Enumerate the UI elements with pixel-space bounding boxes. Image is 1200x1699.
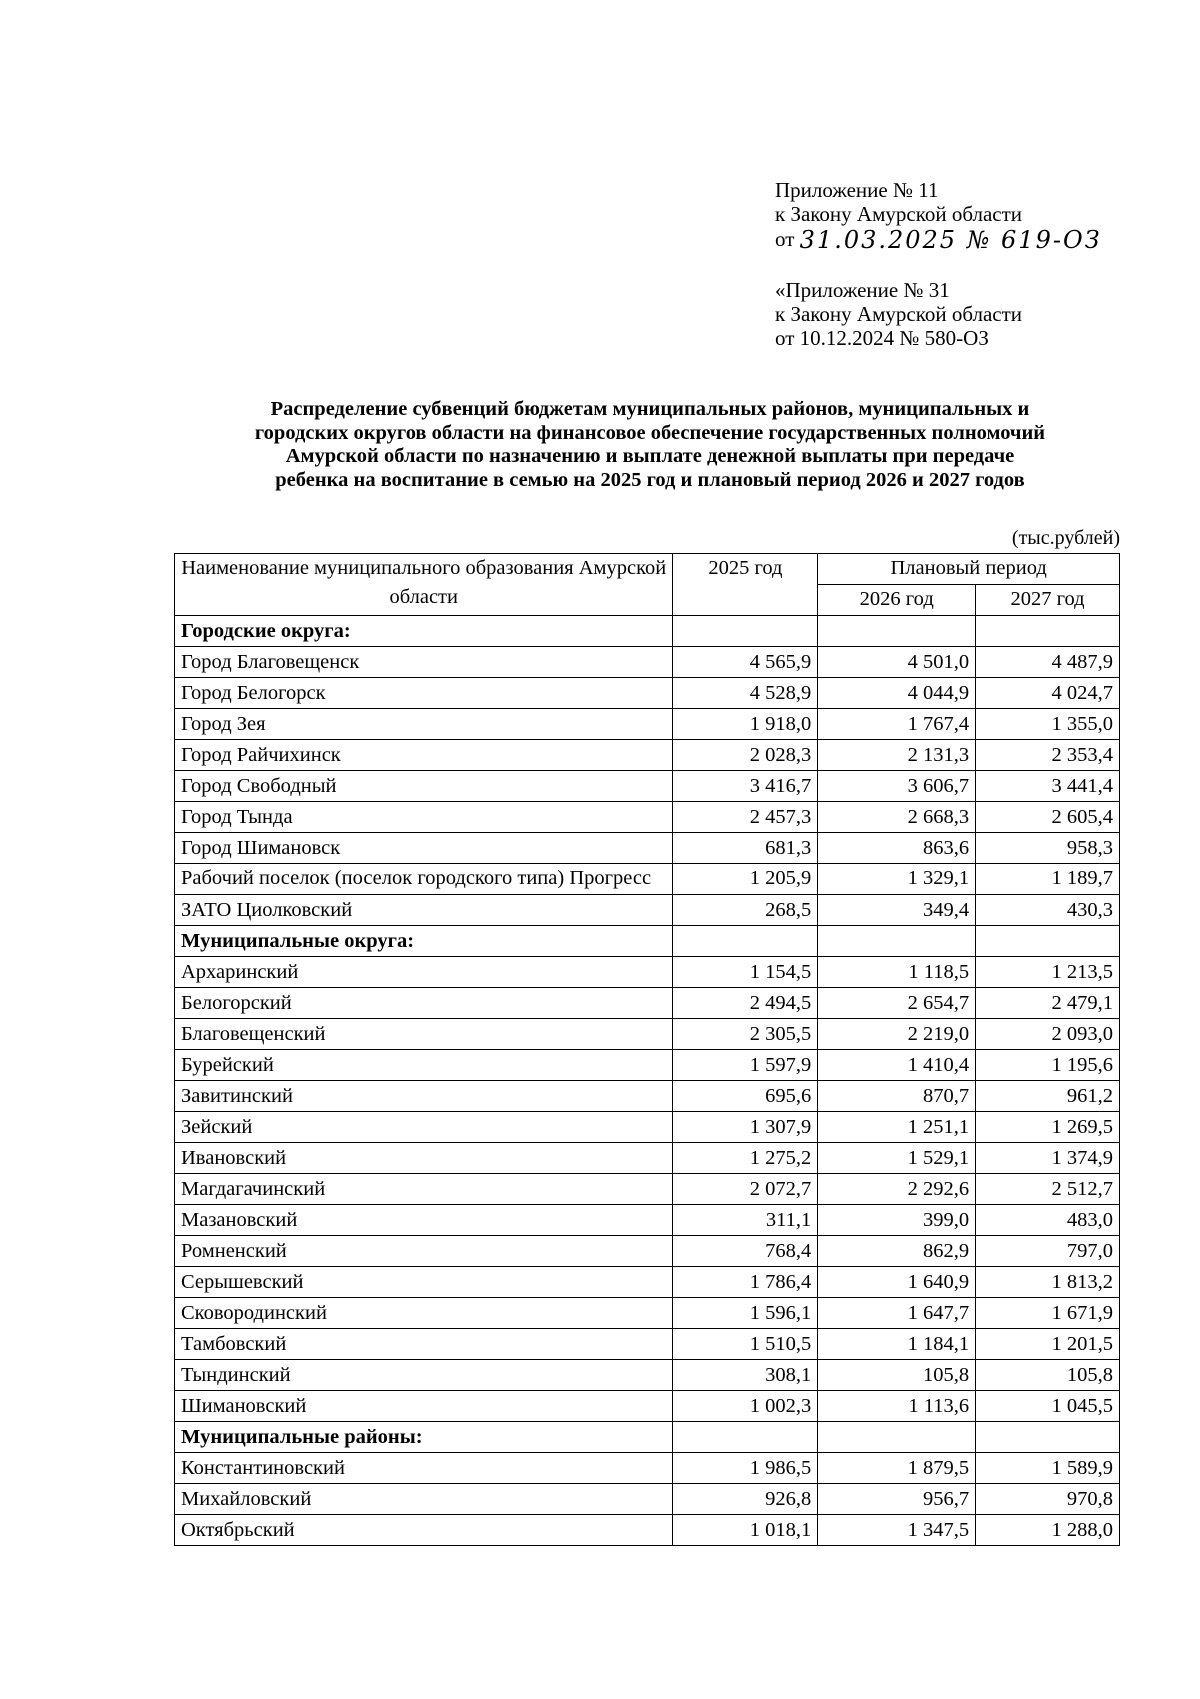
title-line: ребенка на воспитание в семью на 2025 год и плановый период 2026 и 2027 годов — [275, 468, 1025, 491]
value-2025: 1 154,5 — [673, 957, 818, 988]
value-2026: 105,8 — [818, 1360, 976, 1391]
value-2026: 1 529,1 — [818, 1143, 976, 1174]
value-2025: 311,1 — [673, 1205, 818, 1236]
table-row — [175, 1019, 1120, 1050]
value-2026: 1 113,6 — [818, 1391, 976, 1422]
municipality-name: Серышевский — [175, 1267, 673, 1298]
value-2025: 2 494,5 — [673, 988, 818, 1019]
value-2027: 1 045,5 — [976, 1391, 1120, 1422]
table-row — [175, 1050, 1120, 1081]
value-2027: 1 355,0 — [976, 709, 1120, 740]
municipality-name: Город Свободный — [175, 771, 673, 802]
table-row — [175, 678, 1120, 709]
value-2027: 2 512,7 — [976, 1174, 1120, 1205]
table-row — [175, 1360, 1120, 1391]
municipality-name: Магдагачинский — [175, 1174, 673, 1205]
value-2025: 1 597,9 — [673, 1050, 818, 1081]
value-2025: 768,4 — [673, 1236, 818, 1267]
value-2026: 1 640,9 — [818, 1267, 976, 1298]
empty-cell — [976, 616, 1120, 647]
table-row — [175, 833, 1120, 864]
value-2025: 268,5 — [673, 895, 818, 926]
table-row — [175, 1484, 1120, 1515]
table-row — [175, 1205, 1120, 1236]
municipality-name: Константиновский — [175, 1453, 673, 1484]
value-2027: 4 024,7 — [976, 678, 1120, 709]
table-row — [175, 802, 1120, 833]
units-label: (тыс.рублей) — [1011, 527, 1120, 549]
value-2026: 1 118,5 — [818, 957, 976, 988]
municipality-name: Сковородинский — [175, 1298, 673, 1329]
table-row — [175, 1267, 1120, 1298]
table-row — [175, 1453, 1120, 1484]
original-law-date: от 10.12.2024 № 580-ОЗ — [775, 326, 989, 350]
municipality-name: Зейский — [175, 1112, 673, 1143]
value-2026: 2 292,6 — [818, 1174, 976, 1205]
document-title — [150, 398, 1150, 492]
value-2027: 1 213,5 — [976, 957, 1120, 988]
table-row — [175, 740, 1120, 771]
value-2026: 1 251,1 — [818, 1112, 976, 1143]
value-2027: 2 093,0 — [976, 1019, 1120, 1050]
value-2027: 1 201,5 — [976, 1329, 1120, 1360]
law-date-line — [775, 226, 1102, 254]
value-2025: 1 596,1 — [673, 1298, 818, 1329]
value-2026: 4 501,0 — [818, 647, 976, 678]
empty-cell — [818, 926, 976, 957]
value-2027: 2 353,4 — [976, 740, 1120, 771]
value-2027: 1 813,2 — [976, 1267, 1120, 1298]
value-2026: 4 044,9 — [818, 678, 976, 709]
municipality-name: Город Зея — [175, 709, 673, 740]
municipality-name: Михайловский — [175, 1484, 673, 1515]
municipality-name: Город Благовещенск — [175, 647, 673, 678]
appendix-number: Приложение № 11 — [775, 178, 939, 202]
municipality-name: Мазановский — [175, 1205, 673, 1236]
value-2026: 3 606,7 — [818, 771, 976, 802]
value-2027: 3 441,4 — [976, 771, 1120, 802]
value-2025: 2 305,5 — [673, 1019, 818, 1050]
original-appendix-number: «Приложение № 31 — [775, 278, 950, 302]
table-row — [175, 1391, 1120, 1422]
value-2026: 1 410,4 — [818, 1050, 976, 1081]
municipality-name: Город Тында — [175, 802, 673, 833]
subsidy-table — [174, 553, 1120, 1546]
empty-cell — [976, 926, 1120, 957]
municipality-name: Шимановский — [175, 1391, 673, 1422]
municipality-name: Октябрьский — [175, 1515, 673, 1546]
header-name: Наименование муниципального образования Амурской области — [175, 554, 673, 616]
table-row — [175, 895, 1120, 926]
value-2025: 681,3 — [673, 833, 818, 864]
table-row — [175, 647, 1120, 678]
municipality-name: Бурейский — [175, 1050, 673, 1081]
value-2026: 2 668,3 — [818, 802, 976, 833]
municipality-name: Город Белогорск — [175, 678, 673, 709]
law-reference: к Закону Амурской области — [775, 202, 1023, 226]
municipality-name: Благовещенский — [175, 1019, 673, 1050]
table-row — [175, 1236, 1120, 1267]
handwritten-date-number: 31.03.2025 № 619-ОЗ — [799, 226, 1102, 254]
table-row — [175, 864, 1120, 895]
value-2025: 1 275,2 — [673, 1143, 818, 1174]
value-2025: 695,6 — [673, 1081, 818, 1112]
table-row — [175, 988, 1120, 1019]
value-2025: 1 205,9 — [673, 864, 818, 895]
value-2027: 1 269,5 — [976, 1112, 1120, 1143]
municipality-name: Завитинский — [175, 1081, 673, 1112]
table-row — [175, 771, 1120, 802]
municipality-name: Тамбовский — [175, 1329, 673, 1360]
empty-cell — [818, 616, 976, 647]
empty-cell — [976, 1422, 1120, 1453]
value-2025: 3 416,7 — [673, 771, 818, 802]
empty-cell — [673, 1422, 818, 1453]
empty-cell — [818, 1422, 976, 1453]
value-2025: 1 307,9 — [673, 1112, 818, 1143]
table-row — [175, 1298, 1120, 1329]
municipality-name: Ромненский — [175, 1236, 673, 1267]
value-2025: 1 986,5 — [673, 1453, 818, 1484]
title-line: Амурской области по назначению и выплате денежной выплаты при передаче — [285, 445, 1015, 467]
municipality-name: Город Райчихинск — [175, 740, 673, 771]
section-label: Городские округа: — [175, 616, 673, 647]
municipality-name: Город Шимановск — [175, 833, 673, 864]
value-2027: 1 589,9 — [976, 1453, 1120, 1484]
table-row — [175, 709, 1120, 740]
section-label: Муниципальные районы: — [175, 1422, 673, 1453]
table-row — [175, 957, 1120, 988]
empty-cell — [673, 616, 818, 647]
section-row — [175, 926, 1120, 957]
value-2027: 1 671,9 — [976, 1298, 1120, 1329]
header-2026: 2026 год — [818, 585, 976, 616]
value-2027: 797,0 — [976, 1236, 1120, 1267]
value-2025: 1 786,4 — [673, 1267, 818, 1298]
appendix-header — [775, 178, 1102, 254]
municipality-name: Архаринский — [175, 957, 673, 988]
value-2027: 1 374,9 — [976, 1143, 1120, 1174]
section-row — [175, 1422, 1120, 1453]
value-2027: 970,8 — [976, 1484, 1120, 1515]
municipality-name: Ивановский — [175, 1143, 673, 1174]
value-2026: 862,9 — [818, 1236, 976, 1267]
section-label: Муниципальные округа: — [175, 926, 673, 957]
value-2025: 4 565,9 — [673, 647, 818, 678]
value-2025: 2 028,3 — [673, 740, 818, 771]
value-2027: 483,0 — [976, 1205, 1120, 1236]
value-2025: 2 457,3 — [673, 802, 818, 833]
value-2026: 1 767,4 — [818, 709, 976, 740]
value-2026: 863,6 — [818, 833, 976, 864]
value-2025: 1 510,5 — [673, 1329, 818, 1360]
value-2025: 1 018,1 — [673, 1515, 818, 1546]
table-row — [175, 1515, 1120, 1546]
header-plan-period: Плановый период — [818, 554, 1120, 585]
value-2025: 1 918,0 — [673, 709, 818, 740]
municipality-name: Белогорский — [175, 988, 673, 1019]
value-2027: 4 487,9 — [976, 647, 1120, 678]
value-2026: 1 184,1 — [818, 1329, 976, 1360]
value-2026: 956,7 — [818, 1484, 976, 1515]
value-2026: 1 329,1 — [818, 864, 976, 895]
header-2027: 2027 год — [976, 585, 1120, 616]
value-2026: 870,7 — [818, 1081, 976, 1112]
section-row — [175, 616, 1120, 647]
value-2025: 926,8 — [673, 1484, 818, 1515]
value-2027: 2 479,1 — [976, 988, 1120, 1019]
table-row — [175, 1081, 1120, 1112]
value-2026: 2 131,3 — [818, 740, 976, 771]
table-row — [175, 1174, 1120, 1205]
table-row — [175, 1143, 1120, 1174]
value-2027: 1 189,7 — [976, 864, 1120, 895]
value-2026: 349,4 — [818, 895, 976, 926]
value-2027: 430,3 — [976, 895, 1120, 926]
value-2026: 2 219,0 — [818, 1019, 976, 1050]
original-appendix-header — [775, 278, 1022, 350]
value-2026: 399,0 — [818, 1205, 976, 1236]
value-2026: 1 647,7 — [818, 1298, 976, 1329]
municipality-name: Рабочий поселок (поселок городского типа) Прогресс — [175, 864, 673, 895]
header-2025: 2025 год — [673, 554, 818, 616]
value-2027: 958,3 — [976, 833, 1120, 864]
value-2025: 1 002,3 — [673, 1391, 818, 1422]
original-law-reference: к Закону Амурской области — [775, 302, 1023, 326]
value-2025: 4 528,9 — [673, 678, 818, 709]
title-line: Распределение субвенций бюджетам муниципальных районов, муниципальных и — [270, 398, 1030, 420]
value-2027: 105,8 — [976, 1360, 1120, 1391]
value-2027: 1 288,0 — [976, 1515, 1120, 1546]
municipality-name: Тындинский — [175, 1360, 673, 1391]
title-line: городских округов области на финансовое обеспечение государственных полномочий — [254, 421, 1046, 444]
date-prefix: от — [775, 227, 795, 251]
empty-cell — [673, 926, 818, 957]
value-2025: 2 072,7 — [673, 1174, 818, 1205]
table-row — [175, 1329, 1120, 1360]
municipality-name: ЗАТО Циолковский — [175, 895, 673, 926]
value-2025: 308,1 — [673, 1360, 818, 1391]
value-2026: 1 879,5 — [818, 1453, 976, 1484]
value-2026: 1 347,5 — [818, 1515, 976, 1546]
value-2026: 2 654,7 — [818, 988, 976, 1019]
value-2027: 2 605,4 — [976, 802, 1120, 833]
table-row — [175, 1112, 1120, 1143]
value-2027: 1 195,6 — [976, 1050, 1120, 1081]
value-2027: 961,2 — [976, 1081, 1120, 1112]
